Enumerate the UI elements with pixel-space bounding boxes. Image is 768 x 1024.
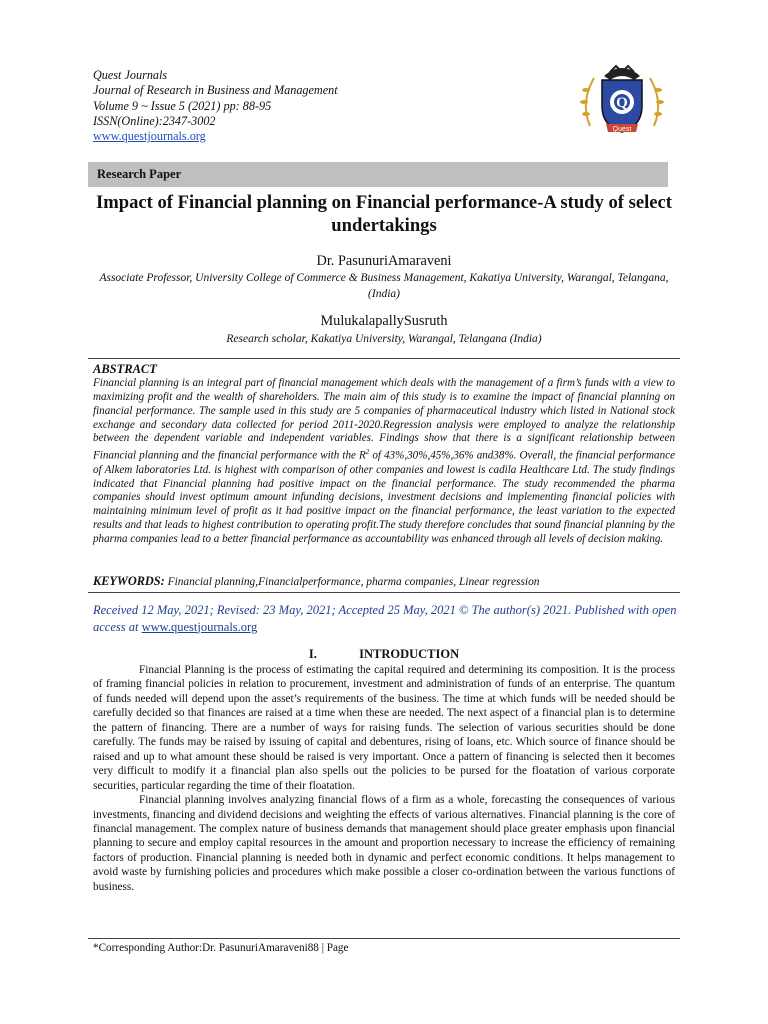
quest-journals-logo xyxy=(574,62,670,138)
section-label: Research Paper xyxy=(97,167,182,181)
author-1-affiliation: Associate Professor, University College of Commerce & Business Management, Kakatiya University, Warangal, Telangana, (India) xyxy=(99,272,669,300)
paper-title: Impact of Financial planning on Financial performance-A study of select undertakings xyxy=(96,192,672,236)
abstract-text-part2: of 43%,30%,45%,36% and38%. Overall, the financial performance of Alkem laboratories Ltd. is highest with comparison of other companies and lowest is cadila Healthcare Ltd. The study findings indicated that Financial planning had positive impact on the financial performance. The study recommended the pharma companies should invest optimum amount infunding decisions, investment decisions and implementing financial policies with maintaining minimum level of profit as it had positive impact on the financial performance, the least variation to the expected results and that leads to highest contribution to operating profit.The study therefore concludes that sound financial planning by the pharma companies lead to a better financial performance as accountability was enhanced through all levels of decision making. xyxy=(93,449,675,545)
keywords-text: Financial planning,Financialperformance, pharma companies, Linear regression xyxy=(167,576,540,588)
abstract-top-rule xyxy=(88,358,680,359)
abstract-text xyxy=(93,377,675,547)
introduction-heading xyxy=(88,647,680,662)
volume-info: Volume 9 ~ Issue 5 (2021) pp: 88-95 xyxy=(93,98,272,113)
introduction-body xyxy=(93,663,675,894)
journal-name: Quest Journals xyxy=(93,68,168,82)
keywords-label: KEYWORDS: xyxy=(93,574,165,588)
footer-rule xyxy=(88,938,680,939)
abstract-text-part1: Financial planning is an integral part of financial management which deals with the management of a firm’s funds with a view to maximizing profit and the wealth of shareholders. The main aim of this study is to examine the impact of financial planning on financial performance. The sample used in this study are 5 companies of pharmaceutical industry which listed in National stock exchange and secondary data collected for period 2011-2020.Regression analysis were employed to analyze the relationship between the dependent variable and independent variables. Findings show that there is a significant relationship between Financial planning and the financial performance with the xyxy=(93,377,675,462)
section-number: I. xyxy=(308,647,317,661)
intro-paragraph-1: Financial Planning is the process of estimating the capital required and determining its composition. It is the process of framing financial policies in relation to procurement, investment and administration of funds of an enterprise. The quantum of funds needed will depend upon the asset’s requirements of the business. The time at which funds will be needed should be carefully decided so that finances are raised at a time when these are needed. The next aspect of a financial plan is to determine the pattern of financing. There are a number of ways for raising funds. The selection of various securities should be done carefully. The funds may be raised by issuing of capital and debentures, rising of loans, etc. Which source of finance should be raised and up to what amount these should be raised is very important. Once a pattern of financing is selected then it becomes very difficult to modify it a financial plan also spells out the policies to be pursed for the floatation of various corporate securities, particular regarding the time of their floatation. xyxy=(93,664,675,792)
author-1-name: Dr. PasunuriAmaraveni xyxy=(316,253,452,269)
dates-text: Received 12 May, 2021; Revised: 23 May, 2021; Accepted 25 May, 2021 © The author(s) 2021. Published with open access at xyxy=(93,603,677,634)
journal-full-title: Journal of Research in Business and Management xyxy=(93,83,338,98)
logo-text: Quest xyxy=(612,126,632,133)
author-2-name: MulukalapallySusruth xyxy=(320,313,448,329)
journal-header xyxy=(93,68,338,144)
open-access-link[interactable]: www.questjournals.org xyxy=(141,619,258,634)
abstract-heading: ABSTRACT xyxy=(93,362,157,376)
r-squared-symbol: R xyxy=(358,449,366,462)
logo-letter: Q xyxy=(616,95,628,111)
abstract-bottom-rule xyxy=(88,592,680,593)
r-squared-exponent: 2 xyxy=(365,448,370,457)
footer-corresponding-author: *Corresponding Author:Dr. PasunuriAmaraveni88 | Page xyxy=(93,942,349,954)
section-title: INTRODUCTION xyxy=(359,647,460,661)
keywords xyxy=(93,574,678,589)
issn: ISSN(Online):2347-3002 xyxy=(93,113,216,128)
intro-paragraph-2: Financial planning involves analyzing financial flows of a firm as a whole, forecasting the consequences of various investments, financing and dividend decisions and weighting the effects of various alternatives. Financial planning is the core of financial management. The complex nature of business demands that management should place greater emphasis upon financial planning to secure and employ capital resources in the amount and proportion necessary to increase the efficiency of remaining factors of production. Financial planning is needed both in dynamic and perfect economic conditions. It helps management to avoid waste by furnishing policies and procedures which make possible a closer co-ordination between the various functions of business. xyxy=(93,794,675,893)
journal-website-link[interactable]: www.questjournals.org xyxy=(93,129,206,144)
publication-dates xyxy=(93,602,683,635)
section-label-bar xyxy=(88,162,668,187)
author-2-affiliation: Research scholar, Kakatiya University, Warangal, Telangana (India) xyxy=(226,333,542,345)
